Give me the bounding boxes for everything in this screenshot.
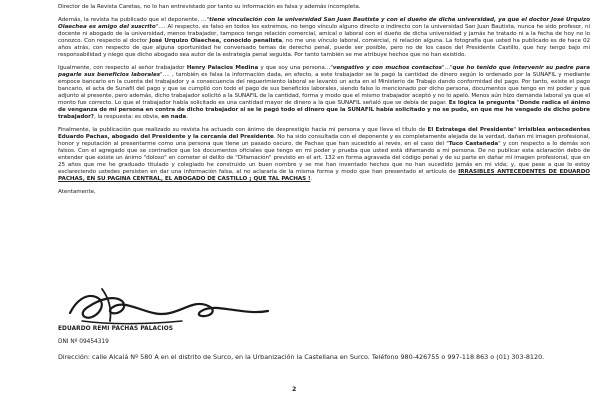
emphasized-text: Tuco Castañeda — [448, 141, 499, 147]
contact-address: Dirección: calle Alcalá Nº 580 A en el distrito de Surco, en la Urbanización la Castellana en Surco. Teléfono 980-426755 o 997-118 863 o (01) 303-8120. — [58, 353, 545, 361]
emphasized-text: en nada — [161, 114, 187, 120]
sign-off: Atentamente, — [58, 189, 96, 195]
emphasized-text: José Urquizo Olaechea, conocido penalista — [149, 38, 282, 44]
handwritten-signature — [62, 283, 282, 328]
text-run: y que soy una persona…" — [258, 65, 333, 71]
letter-paragraphs — [58, 4, 590, 183]
text-run: "…. , también es falsa la información dada, en efecto, a este trabajador se le pagó la cantidad de dinero según lo ordenado por la SUNAFIL y mediante empoce bancario en la cuenta del trabajador y a consecuencia del requerimiento laboral se levantó un acta en el Ministerio de Trabajo dando conformidad del pago. Por tanto, existe el pago bancario, el acta de Sunafil del pago y que se cumplió con todo el pago de sus beneficios laborales, siendo falso lo mencionado por dicho persona, documentos que tengo en mi poder y que adjunto al presente, pero además, dicho trabajador solicitó a la SUNAFIL de la cantidad, forma y modo que el mismo trabajador aceptó y no lo apeló. Menos aún hizo demanda laboral ya que el monto fue correcto. Lo que el trabajador había solicitado es una cantidad mayor de dinero a la que SUNAFIL señaló que se debía de pagar. — [58, 72, 591, 106]
emphasized-text: vengativo y con muchos contactos — [332, 65, 442, 71]
dni-number: DNI Nº 09454319 — [58, 339, 109, 345]
emphasized-text: irrisibles antecedentes Eduardo Pachas, abogado del Presidente y la cercanía del Presidente — [58, 127, 590, 140]
emphasized-text: El Estratega del Presidente — [427, 127, 514, 133]
text-run: , no me une vínculo laboral, comercial, ni relación alguna. La fotografía que usted ha publicado es de hace 02 años atrás, con respecto de que alguna oportunidad he conversado temas de derecho penal, puede ser posible, pero no de los casos del Presidente Castillo, que hoy tengo bajo mi responsabilidad y niego que dicho abogado sea autor de la estrategia penal seguida. Por tanto también se me atribuye hechos que no han existido. — [58, 38, 591, 58]
paragraph — [58, 65, 590, 121]
text-run: Igualmente, con respecto al señor trabajador — [58, 65, 187, 71]
signer-name: EDUARDO REMI PACHAS PALACIOS — [58, 326, 174, 332]
text-run: Director de la Revista Caretas, no lo han entrevistado por tanto su información es falsa y además incompleta. — [58, 4, 361, 10]
text-run: . — [186, 114, 188, 120]
emphasized-text: Donde radica el ánimo de venganza de mi persona en contra de dicho trabajador si se le pagó todo el dinero que la SUNAFIL había solicitado y no se pudo, en que me he vengado de dicho pobre trabajador? — [58, 100, 591, 120]
text-run: " y con respecto a lo demás son falsos. Con el agregado que se contradice que los documentos oficiales que tengo en mi poder y prueba que usted está difamando a mi persona. De no publicar esta aclaración debo de entender que existe un ánimo "doloso" en cometer el delito de "Difamación" previsto en el art. 132 en forma agravada del código penal y de su parte en dañar mi imagen profesional, que en 25 años que me he graduado titulado y colegiado he construido un buen nombre y se me han inventado hechos que no han sucedido jamás en mi vida; y, que pese a que lo estoy esclareciendo ustedes persisten en dar una información falsa, al no aclararla de la misma forma y modo que han presentado el artículo de — [58, 141, 591, 175]
text-run: . No ha sido consultada con el deponente y es completamente alejada de la verdad, dañan mi imagen profesional, honor y reputación al presentarme como una persona que tiene un pasado oscuro, de Pachas que han sucedido al revés, en el caso del " — [58, 134, 590, 147]
text-run: Finalmente, la publicación que realizado su revista ha actuado con ánimo de desprestigio hacia mi persona y que lleva el título de — [58, 127, 428, 133]
text-run: " — [513, 127, 519, 133]
text-run: Además, la revista ha publicado que el deponente, …" — [58, 17, 210, 23]
text-run: , la respuesta: es obvia, — [93, 114, 162, 120]
paragraph — [58, 127, 590, 183]
emphasized-text: Henry Palacios Medina — [186, 65, 259, 71]
text-run: "…. Al respecto, es falso en todos los extremos, no tengo vínculo alguno directo o indirecto con la universidad San Juan Bautista, nunca he sido profesor, ni docente ni abogado de la universidad, menos trabajador, tampoco tengo relación comercial, amical o laboral con el dueño de dicha universidad y jamás he tratado ni a la fecha de hoy no lo conozco. Con respecto al doctor — [58, 24, 590, 44]
emphasized-text: Es lógica la pregunta — [448, 100, 518, 106]
text-run: . — [310, 176, 313, 182]
page-number: 2 — [292, 386, 297, 393]
text-run: "…" — [441, 65, 453, 71]
emphasized-text: que ho tenido que intervenir su padre para pagarle sus beneficios laborales — [58, 65, 590, 78]
text-run: " — [517, 100, 520, 106]
emphasized-text: IRRASIBLES ANTECEDENTES DE EDUARDO PACHAS, EN SU PAGINA CENTRAL, EL ABOGADO DE CASTILLO ¡ QUE TAL PACHAS ! — [58, 169, 590, 182]
paragraph — [58, 17, 590, 59]
paragraph — [58, 4, 590, 11]
letter-body — [58, 4, 590, 196]
emphasized-text: tiene vinculación con la universidad San Juan Bautista y con el dueño de dicha universidad, ya que el doctor José Urquizo Olaechea es amigo del suscrito — [58, 17, 590, 30]
